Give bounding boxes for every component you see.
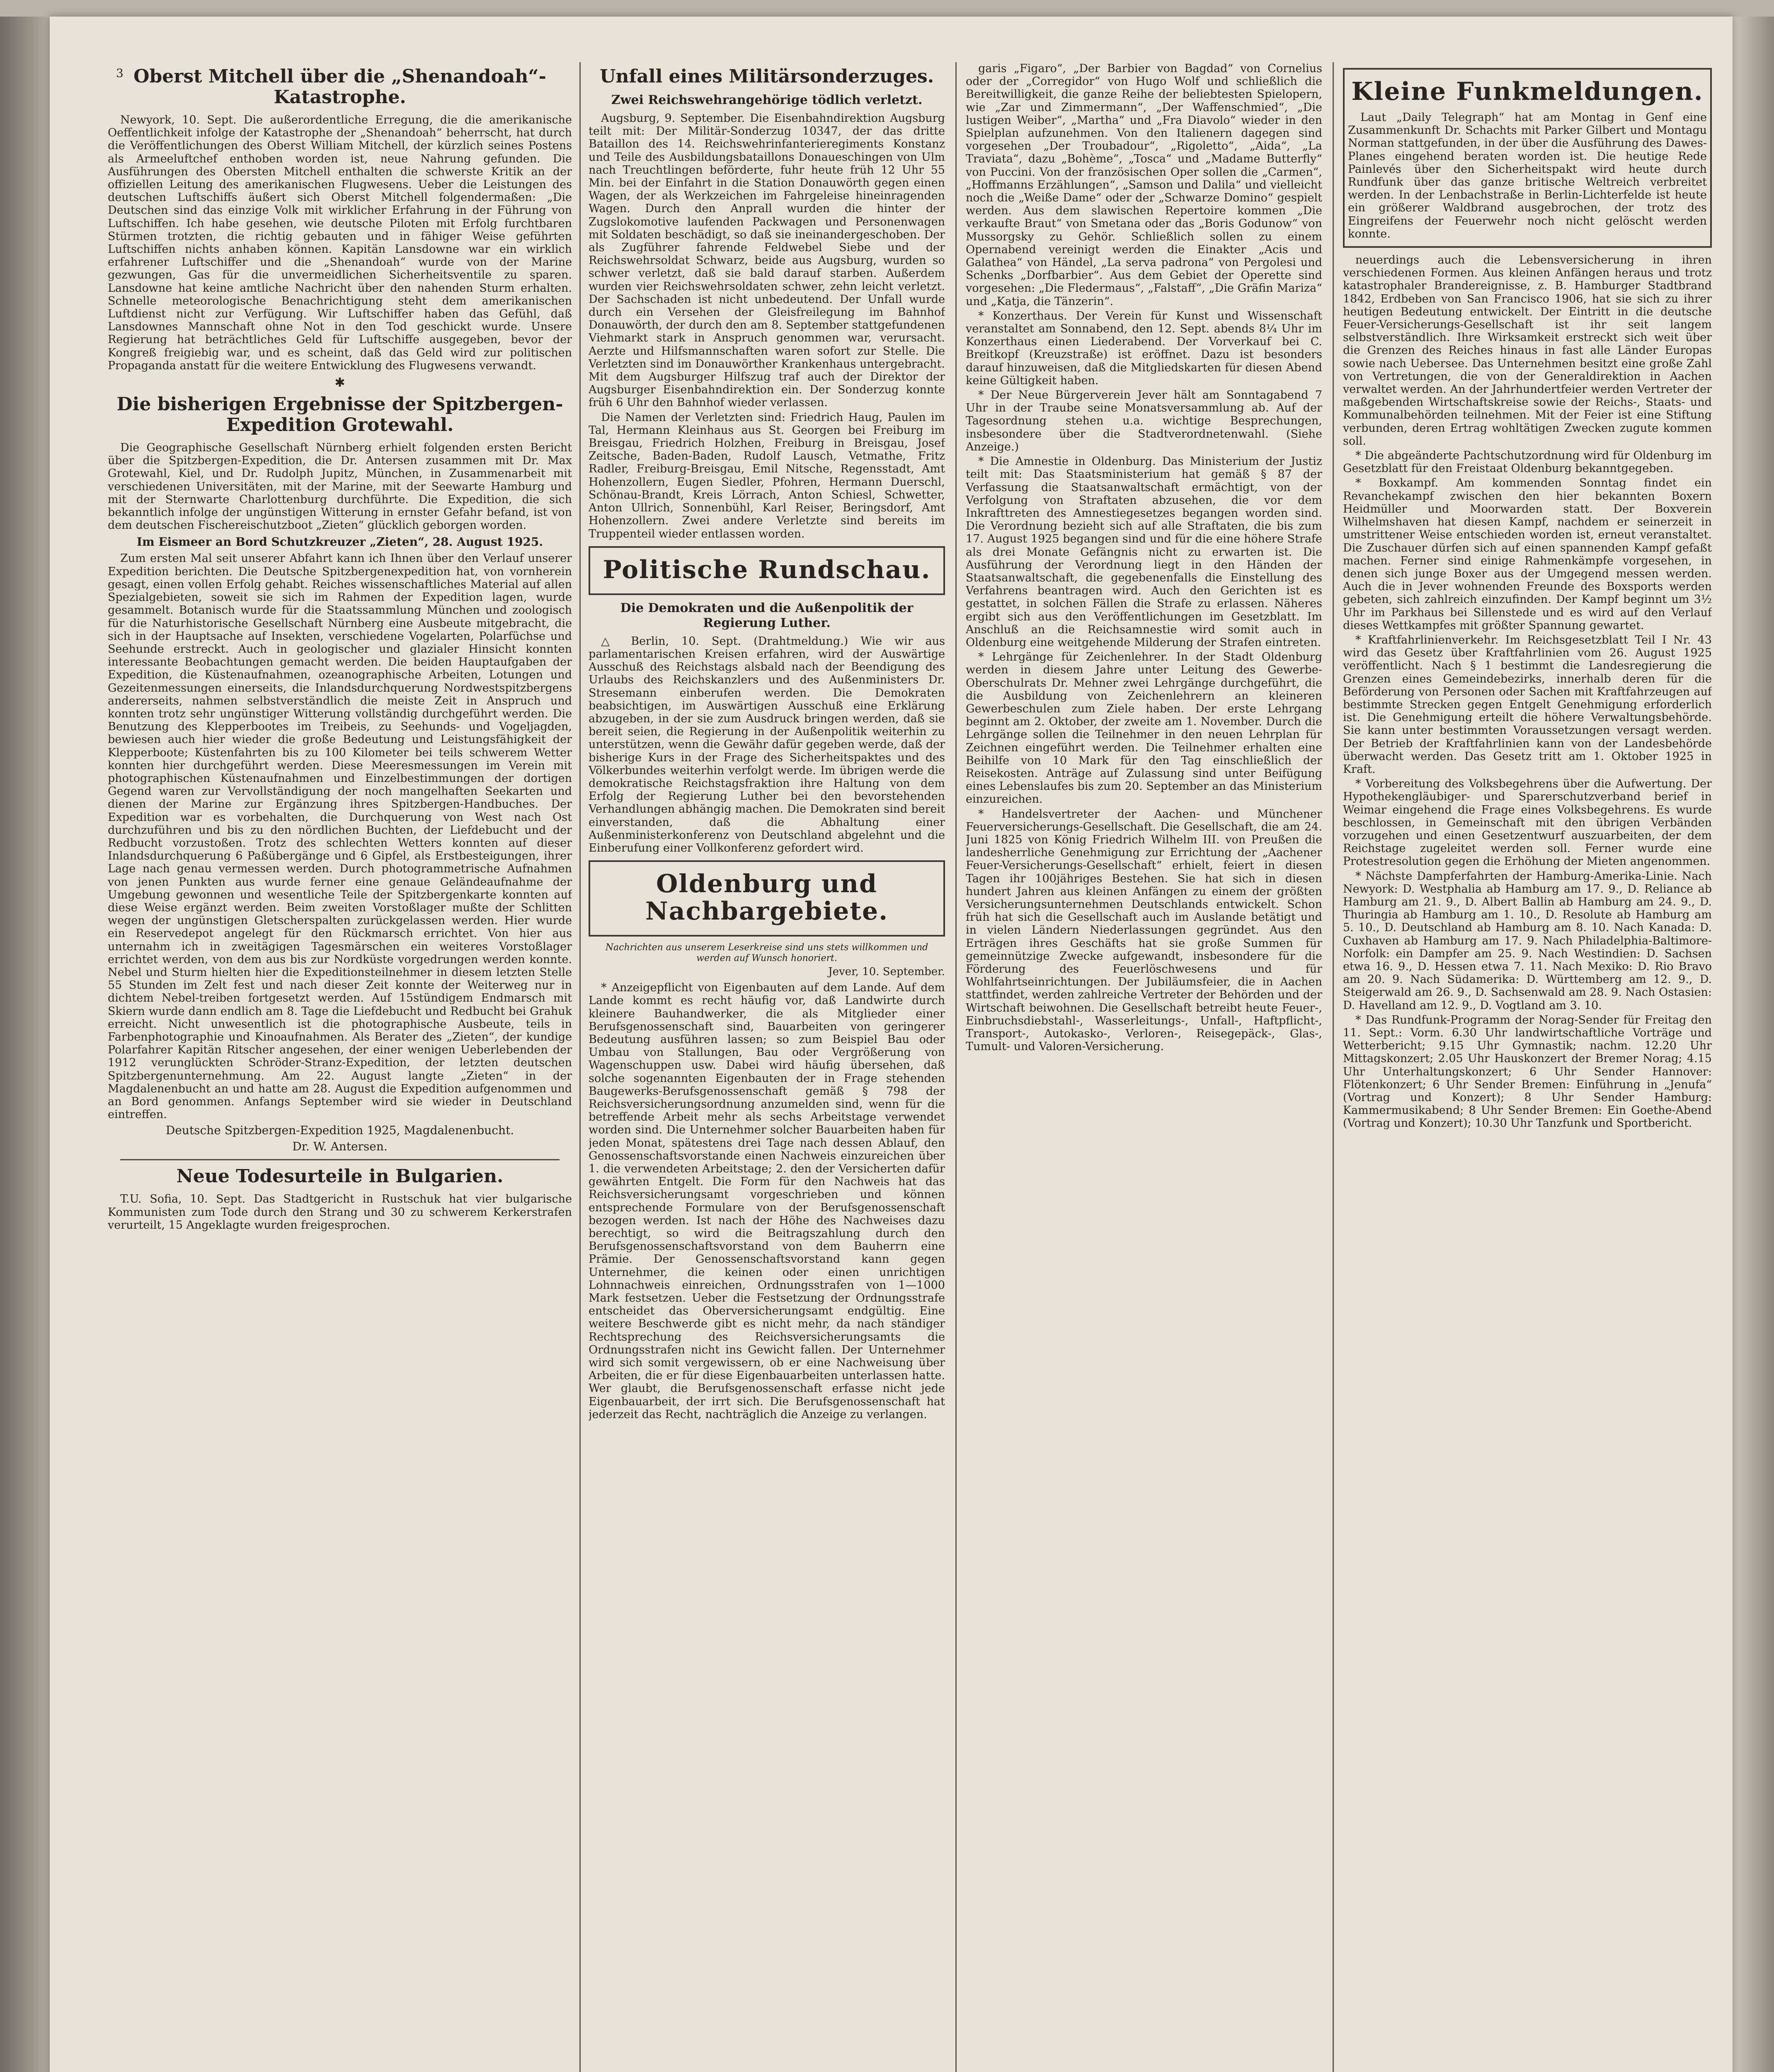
article-boxkampf: * Boxkampf. Am kommenden Sonntag findet ein Revanchekampf zwischen den hier bekannten Boxern Heidmüller und Moorwarden statt. Der Boxverein Wilhelmshaven hat diesen Kampf, nachdem er seinerzeit in umstrittener Weise entschieden worden ist, erneut veranstaltet. Die Zuschauer dürfen sich auf einen spannenden Kampf gefaßt machen. Ferner sind einige Rahmenkämpfe vorgesehen, in denen sich junge Boxer aus der Umgegend messen werden. Auch die in Jever wohnenden Freunde des Boxsports werden gebeten, sich zahlreich einzufinden. Der Kampf beginnt um 3½ Uhr im Parkhaus bei Sillenstede und es wird auf den Verlauf dieses Wettkampfes mit größter Spannung gewartet. bbox=[1343, 477, 1712, 632]
section-title-funkmeldungen: Kleine Funkmeldungen. bbox=[1351, 77, 1704, 106]
headline-spitzbergen: Die bisherigen Ergebnisse der Spitzbergen-Expedition Grotewahl. bbox=[116, 394, 563, 436]
section-title-oldenburg: Oldenburg und Nachbargebiete. bbox=[645, 869, 889, 926]
column-4 bbox=[1343, 62, 1712, 2072]
section-box-oldenburg bbox=[589, 860, 945, 937]
divider bbox=[120, 1159, 560, 1160]
article-spitzbergen-signature-name: Dr. W. Antersen. bbox=[292, 1140, 388, 1154]
column-rule bbox=[955, 62, 957, 2072]
subheadline-demokraten: Die Demokraten und die Außenpolitik der Regierung Luther. bbox=[620, 600, 914, 630]
article-rundfunk: * Das Rundfunk-Programm der Norag-Sender für Freitag den 11. Sept.: Vorm. 6.30 Uhr landwirtschaftliche Vorträge und Wetterbericht; 9.15 Uhr Gymnastik; nachm. 12.20 Uhr Mittagskonzert; 2.05 Uhr Hauskonzert der Bremer Norag; 4.15 Uhr Unterhaltungskonzert; 6 Uhr Sender Hannover: Flötenkonzert; 6 Uhr Sender Bremen: Einführung in „Jenufa“ (Vortrag und Konzert); 8 Uhr Sender Hamburg: Kammermusikabend; 8 Uhr Sender Bremen: Ein Goethe-Abend (Vortrag und Konzert); 10.30 Uhr Tanzfunk und Sportbericht. bbox=[1343, 1013, 1712, 1130]
column-3 bbox=[966, 62, 1322, 2072]
headline-mitchell: Oberst Mitchell über die „Shenandoah“-Katastrophe. bbox=[133, 66, 546, 108]
column-rule bbox=[1333, 62, 1334, 2072]
article-buergerverein: * Der Neue Bürgerverein Jever hält am Sonntagabend 7 Uhr in der Traube seine Monatsversammlung ab. Auf der Tagesordnung stehen u.a. wichtige Besprechungen, insbesondere über die Stadtverordnetenwahl. (Siehe Anzeige.) bbox=[966, 389, 1322, 453]
article-funkmeldungen-body: Laut „Daily Telegraph“ hat am Montag in Genf eine Zusammenkunft Dr. Schachts mit Parker Gilbert und Montagu Norman stattgefunden, in der über die Ausführung des Dawes-Planes eingehend beraten worden ist. Die heutige Rede Painlevés über den Sicherheitspakt wird heute durch Rundfunk über das ganze britische Weltreich verbreitet werden. In der Lenbachstraße in Berlin-Lichterfelde ist heute ein größerer Waldbrand ausgebrochen, der trotz des Eingreifens der Feuerwehr noch nicht gelöscht werden konnte. bbox=[1348, 111, 1707, 240]
headline-militaersonderzug: Unfall eines Militärsonderzuges. bbox=[599, 66, 934, 87]
column-1 bbox=[108, 62, 572, 2072]
article-spitzbergen-dateline: Im Eismeer an Bord Schutzkreuzer „Zieten“, 28. August 1925. bbox=[136, 535, 543, 549]
section-title-politische-rundschau: Politische Rundschau. bbox=[603, 555, 931, 584]
place-dateline: Jever, 10. September. bbox=[828, 966, 945, 978]
article-spitzbergen-signature-org: Deutsche Spitzbergen-Expedition 1925, Magdalenenbucht. bbox=[165, 1123, 514, 1138]
section-box-funkmeldungen bbox=[1343, 68, 1712, 248]
subheadline-militaersonderzug: Zwei Reichswehrangehörige tödlich verletzt. bbox=[611, 93, 923, 107]
article-oper-continued: garis „Figaro“, „Der Barbier von Bagdad“ von Cornelius oder der „Corregidor“ von Hugo Wolf und schließlich die Bereitwilligkeit, die ganze Reihe der beliebtesten Spielopern, wie „Zar und Zimmermann“, „Der Waffenschmied“, „Die lustigen Weiber“, „Martha“ und „Fra Diavolo“ wieder in den Spielplan aufzunehmen. Von den Italienern dagegen sind vorgesehen „Der Troubadour“, „Rigoletto“, „Aida“, „La Traviata“, dazu „Bohème“, „Tosca“ und „Madame Butterfly“ von Puccini. Von der französischen Oper sollen die „Carmen“, „Hoffmanns Erzählungen“, „Samson und Dalila“ und vielleicht noch die „Weiße Dame“ oder der „Schwarze Domino“ gespielt werden. Aus dem slawischen Repertoire kommen „Die verkaufte Braut“ von Smetana oder das „Boris Godunow“ von Mussorgsky zu Gehör. Schließlich sollen zu einem Opernabend vereinigt werden die Einakter „Acis und Galathea“ von Händel, „La serva padrona“ von Pergolesi und Schenks „Dorfbarbier“. Aus dem Gebiet der Operette sind vorgesehen: „Die Fledermaus“, „Falstaff“, „Die Gräfin Mariza“ und „Katja, die Tänzerin“. bbox=[966, 62, 1322, 308]
article-zeichenlehrer: * Lehrgänge für Zeichenlehrer. In der Stadt Oldenburg werden in diesem Jahre unter Leitung des Gewerbe-Oberschulrats Dr. Mehner zwei Lehrgänge durchgeführt, die die Ausbildung von Zeichenlehrern an kleineren Gewerbeschulen zum Ziele haben. Der erste Lehrgang beginnt am 2. Oktober, der zweite am 1. November. Durch die Lehrgänge sollen die Teilnehmer in den neuen Lehrplan für Zeichnen eingeführt werden. Die Teilnehmer erhalten eine Beihilfe von 10 Mark für den Tag einschließlich der Reisekosten. Anträge auf Zulassung sind unter Beifügung eines Lebenslaufes bis zum 20. September an das Ministerium einzureichen. bbox=[966, 651, 1322, 806]
page-edge-shadow bbox=[1733, 17, 1774, 2072]
article-demokraten-body: △ Berlin, 10. Sept. (Drahtmeldung.) Wie wir aus parlamentarischen Kreisen erfahren, wird der Auswärtige Ausschuß des Reichstags alsbald nach der Beendigung des Urlaubs des Reichskanzlers und des Außenministers Dr. Stresemann einberufen werden. Die Demokraten beabsichtigen, im Auswärtigen Ausschuß eine Erklärung abzugeben, in der sie zum Ausdruck bringen werden, daß sie bereit seien, die Regierung in der Außenpolitik weiterhin zu unterstützen, wenn die Gewähr dafür gegeben werde, daß der bisherige Kurs in der Frage des Sicherheitspaktes und des Völkerbundes weiterhin verfolgt werde. Im übrigen werde die demokratische Reichstagsfraktion ihre Haltung von dem Erfolg der Regierung Luther bei den bevorstehenden Verhandlungen abhängig machen. Die Demokraten sind bereit einverstanden, daß die Abhaltung einer Außenministerkonferenz von Deutschland abgelehnt und die Einberufung einer Vollkonferenz gefordert wird. bbox=[589, 634, 945, 854]
page-number: 3 bbox=[116, 66, 124, 80]
article-feuerversicherung: * Handelsvertreter der Aachen- und Münchener Feuerversicherungs-Gesellschaft. Die Gesellschaft, die am 24. Juni 1825 von König Friedrich Wilhelm III. von Preußen die landesherrliche Genehmigung zur Errichtung der „Aachener Feuer-Versicherungs-Gesellschaft“ erhielt, feiert in diesen Tagen ihr 100jähriges Bestehen. Sie hat sich in diesen hundert Jahren aus kleinen Anfängen zu einem der größten Versicherungsunternehmen Deutschlands entwickelt. Schon früh hat sich die Gesellschaft auch im Auslande betätigt und in vielen Ländern Niederlassungen gegründet. Aus den Erträgen ihres Geschäfts hat sie große Summen für gemeinnützige Zwecke aufgewandt, insbesondere für die Förderung des Feuerlöschwesens und für Wohlfahrtseinrichtungen. Der Jubiläumsfeier, die in Aachen stattfindet, werden zahlreiche Vertreter der Behörden und der Wirtschaft beiwohnen. Die Gesellschaft betreibt heute Feuer-, Einbruchsdiebstahl-, Wasserleitungs-, Unfall-, Haftpflicht-, Transport-, Autokasko-, Verloren-, Reisegepäck-, Glas-, Tumult- und Valoren-Versicherung. bbox=[966, 807, 1322, 1053]
section-box-politische-rundschau bbox=[589, 546, 945, 595]
article-kraftfahrlinien: * Kraftfahrlinienverkehr. Im Reichsgesetzblatt Teil I Nr. 43 wird das Gesetz über Kraftfahrlinien vom 26. August 1925 veröffentlicht. Nach § 1 bestimmt die Landesregierung die Grenzen eines Gemeindebezirks, innerhalb deren für die Beförderung von Personen oder Sachen mit Kraftfahrzeugen auf bestimmte Strecken gegen Entgelt Genehmigung erforderlich ist. Die Genehmigung erteilt die höhere Verwaltungsbehörde. Sie kann unter bestimmten Voraussetzungen versagt werden. Der Betrieb der Kraftfahrlinien kann von der Landesbehörde überwacht werden. Das Gesetz tritt am 1. Oktober 1925 in Kraft. bbox=[1343, 633, 1712, 776]
article-volksbegehren: * Vorbereitung des Volksbegehrens über die Aufwertung. Der Hypothekengläubiger- und Sparerschutzverband berief in Weimar eingehend die Frage eines Volksbegehrens. Es wurde beschlossen, in Gemeinschaft mit den übrigen Verbänden vorzugehen und einen Gesetzentwurf auszuarbeiten, der dem Reichstage zugeleitet werden soll. Ferner wurde eine Protestresolution gegen die Erhöhung der Mieten angenommen. bbox=[1343, 777, 1712, 868]
article-pachtschutz: * Die abgeänderte Pachtschutzordnung wird für Oldenburg im Gesetzblatt für den Freistaat Oldenburg bekanntgegeben. bbox=[1343, 449, 1712, 475]
article-anzeigepflicht-body: * Anzeigepflicht von Eigenbauten auf dem Lande. Auf dem Lande kommt es recht häufig vor, daß Landwirte durch kleinere Bauhandwerker, die als Mitglieder einer Berufsgenossenschaft sind, Bauarbeiten von geringerer Bedeutung ausführen lassen; so zum Beispiel Bau oder Umbau von Stallungen, Bau oder Vergrößerung von Wagenschuppen usw. Dabei wird häufig übersehen, daß solche sogenannten Eigenbauten der in Frage stehenden Baugewerks-Berufsgenossenschaft gemäß § 798 der Reichsversicherungsordnung anzumelden sind, wenn für die betreffende Arbeit mehr als sechs Arbeitstage verwendet worden sind. Die Unternehmer solcher Bauarbeiten haben für jeden Monat, spätestens drei Tage nach dessen Ablauf, den Genossenschaftsvorstande einen Nachweis einzureichen über 1. die verwendeten Arbeitstage; 2. den der Versicherten dafür gewährten Entgelt. Die Form für den Nachweis hat das Reichsversicherungsamt vorgeschrieben und können entsprechende Formulare von der Berufsgenossenschaft bezogen werden. Ist nach der Höhe des Nachweises dazu berechtigt, so wird die Beitragszahlung durch den Berufsgenossenschaftsvorstand von dem Bauherrn eine Prämie. Der Genossenschaftsvorstand kann gegen Unternehmer, die keinen oder einen unrichtigen Lohnnachweis einreichen, Ordnungsstrafen von 1—1000 Mark festsetzen. Ueber die Festsetzung der Ordnungsstrafe entscheidet das Oberversicherungsamt endgültig. Eine weitere Beschwerde gibt es nicht mehr, da nach ständiger Rechtsprechung des Reichsversicherungsamts die Ordnungsstrafen nicht ins Gewicht fallen. Der Unternehmer wird sich somit vergewissern, ob er eine Nachweisung über Arbeiten, die er für diese Eigenbauarbeiten unterlassen hatte. Wer glaubt, die Berufsgenossenschaft erfasse nicht jede Eigenbauarbeit, der irrt sich. Die Berufsgenossenschaft hat jederzeit das Recht, nachträglich die Anzeige zu verlangen. bbox=[589, 981, 945, 1421]
article-militaersonderzug-body: Augsburg, 9. September. Die Eisenbahndirektion Augsburg teilt mit: Der Militär-Sonderzug 10347, der das dritte Bataillon des 14. Reichswehrinfanterieregiments Konstanz und Teile des Ausbildungsbataillons Donaueschingen von Ulm nach Treuchtlingen beförderte, fuhr heute früh 12 Uhr 55 Min. bei der Einfahrt in die Station Donauwörth gegen einen Wagen, der als Werkzeichen im Fahrgeleise hineinragenden Wagen. Durch den Anprall wurden die hinter der Zugslokomotive laufenden Packwagen und Personenwagen mit Soldaten beschädigt, so daß sie ineinandergeschoben. Der als Zugführer fahrende Feldwebel Siebe und der Reichswehrsoldat Schwarz, beide aus Augsburg, wurden so schwer verletzt, daß sie bald darauf starben. Außerdem wurden vier Reichswehrsoldaten schwer, zehn leicht verletzt. Der Sachschaden ist nicht unbedeutend. Der Unfall wurde durch ein Versehen der Gleisfreilegung im Bahnhof Donauwörth, der durch den am 8. September stattgefundenen Viehmarkt stark in Anspruch genommen war, verursacht. Aerzte und Hilfsmannschaften waren sofort zur Stelle. Die Verletzten sind im Donauwörther Krankenhaus untergebracht. Mit dem Augsburger Hilfszug traf auch der Direktor der Augsburger Eisenbahndirektion ein. Der Sonderzug konnte früh 6 Uhr den Bahnhof wieder verlassen. bbox=[589, 112, 945, 409]
article-spitzbergen-intro: Die Geographische Gesellschaft Nürnberg erhielt folgenden ersten Bericht über die Spitzbergen-Expedition, die Dr. Antersen zusammen mit Dr. Max Grotewahl, Kiel, und Dr. Rudolph Jupitz, München, in Zusammenarbeit mit verschiedenen Universitäten, mit der Marine, mit der Seewarte Hamburg und mit der Sternwarte Charlottenburg durchführte. Die Expedition, die sich bekanntlich infolge der ungünstigen Witterung in ernster Gefahr befand, ist von dem deutschen Fischereischutzboot „Zieten“ glücklich geborgen worden. bbox=[108, 441, 572, 532]
separator-star-icon: ✱ bbox=[334, 375, 345, 390]
column-rule bbox=[579, 62, 581, 2072]
article-militaersonderzug-names: Die Namen der Verletzten sind: Friedrich Haug, Paulen im Tal, Hermann Kleinhaus aus St. Georgen bei Freiburg im Breisgau, Friedrich Holzhen, Freiburg in Breisgau, Josef Zeitsche, Baden-Baden, Rudolf Lausch, Vetmathe, Fritz Radler, Freiburg-Breisgau, Emil Nitsche, Regensstadt, Amt Hohenzollern, Eugen Siedler, Pfohren, Hermann Duerschl, Schönau-Brandt, Kreis Lörrach, Anton Schiesl, Schwetter, Anton Ullrich, Sonnenbühl, Karl Reiser, Beringsdorf, Amt Hohenzollern. Zwei andere Verletzte sind bereits im Truppenteil wieder entlassen worden. bbox=[589, 411, 945, 540]
article-spitzbergen-body: Zum ersten Mal seit unserer Abfahrt kann ich Ihnen über den Verlauf unserer Expedition berichten. Die Deutsche Spitzbergenexpedition hat, von vornherein gesagt, einen vollen Erfolg gehabt. Reiches wissenschaftliches Material auf allen Spezialgebieten, soweit sie sich im Rahmen der Expedition lagen, wurde gesammelt. Botanisch wurde für die Staatssammlung München und zoologisch für die Naturhistorische Gesellschaft Nürnberg eine Ausbeute mitgebracht, die sich in der Hauptsache auf Insekten, verschiedene Vogelarten, Polarfüchse und Seehunde erstreckt. Auch in geologischer und glazialer Hinsicht konnten interessante Beobachtungen gemacht werden. Die beiden Hauptaufgaben der Expedition, die Küstenaufnahmen, ozeanographische Arbeiten, Lotungen und Gezeitenmessungen einerseits, die Inlandsdurchquerung Nordwestspitzbergens andererseits, nahmen selbstverständlich die meiste Zeit in Anspruch und konnten trotz sehr ungünstiger Witterung vollständig durchgeführt werden. Die Benutzung des Klepperbootes im Treibeis, zu Seehunds- und Vogeljagden, bewiesen auch hier wieder die große Bedeutung und Leistungsfähigkeit der Klepperboote; Küstenfahrten bis zu 100 Kilometer bei teils schwerem Wetter konnten hier durchgeführt werden. Diese Meeresmessungen im Verein mit photographischen Küstenaufnahmen und Einzelbestimmungen der dortigen Gegend waren zur Vervollständigung der noch mangelhaften Seekarten und dienen der Marine zur Ergänzung ihres Spitzbergen-Handbuches. Der Expedition war es vorbehalten, die Durchquerung von West nach Ost durchzuführen und bis zu den nördlichen Buchten, der Liefdebucht und der Redbucht vorzustoßen. Trotz des schlechten Wetters konnten auf dieser Inlandsdurchquerung 6 Paßübergänge und 6 Gipfel, als Erstbesteigungen, ihrer Lage nach genau vermessen werden. Durch photogrammetrische Aufnahmen von jenen Punkten aus wurde ferner eine genaue Geländeaufnahme der Umgebung gewonnen und wesentliche Teile der Spitzbergenkarte konnten auf diese Weise ergänzt werden. Beim zweiten Vorstoßlager mußte der Schlitten wegen der ungünstigen Gletscherspalten zurückgelassen werden. Hier wurde ein Reservedepot angelegt für den Rückmarsch errichtet. Von hier aus unternahm ich in zweitägigen Tagesmärschen ein weiteres Vorstoßlager errichtet werden, von dem aus bis zur Nordküste vorgedrungen werden konnte. Nebel und Sturm hielten hier die Expeditionsteilnehmer in diesem letzten Stelle 55 Stunden im Zelt fest und nach dieser Zeit konnte der Weiterweg nur in dichtem Nebel-treiben fortgesetzt werden. Auf 15stündigem Endmarsch mit Skiern wurde dann endlich am 8. Tage die Liefdebucht und Redbucht bei Grahuk erreicht. Nicht unwesentlich ist die photographische Ausbeute, teils in Farbenphotographie und Kinoaufnahmen. Als Berater des „Zieten“, der kundige Polarfahrer Kapitän Ritscher angesehen, der einer wenigen Ueberlebenden der 1912 verunglückten Schröder-Stranz-Expedition, der letzten deutschen Spitzbergenunternehmung. Am 22. August langte „Zieten“ in der Magdalenenbucht an und hatte am 28. August die Expedition aufgenommen und an Bord genommen. Anfangs September wird sie wieder in Deutschland eintreffen. bbox=[108, 552, 572, 1121]
article-versicherung-continued: neuerdings auch die Lebensversicherung in ihren verschiedenen Formen. Aus kleinen Anfängen heraus und trotz katastrophaler Brandereignisse, z. B. Hamburger Stadtbrand 1842, Erdbeben von San Francisco 1906, hat sie sich zu ihrer heutigen Bedeutung entwickelt. Der Eintritt in die deutsche Feuer-Versicherungs-Gesellschaft ist ihr seit langem selbstverständlich. Ihre Wirksamkeit erstreckt sich weit über die Grenzen des Reiches hinaus in fast alle Länder Europas sowie nach Uebersee. Das Unternehmen besitzt eine große Zahl von Vertretungen, die von der Generaldirektion in Aachen verwaltet werden. An der Jahrhundertfeier werden Vertreter der maßgebenden Wirtschaftskreise sowie der Reichs-, Staats- und Kommunalbehörden teilnehmen. Mit der Feier ist eine Stiftung verbunden, deren Ertrag wohltätigen Zwecken zugute kommen soll. bbox=[1343, 254, 1712, 448]
article-mitchell-body: Newyork, 10. Sept. Die außerordentliche Erregung, die die amerikanische Oeffentlichkeit infolge der Katastrophe der „Shenandoah“ beherrscht, hat durch die Veröffentlichungen des Oberst William Mitchell, der kürzlich seines Postens als Armeeluftchef enthoben worden ist, neue Nahrung gefunden. Die Ausführungen des Obersten Mitchell enthalten die schwerste Kritik an der offiziellen Leitung des amerikanischen Flugwesens. Ueber die Leistungen des deutschen Luftschiffs äußert sich Oberst Mitchell folgendermaßen: „Die Deutschen sind das einzige Volk mit wirklicher Erfahrung in der Führung von Luftschiffen. Ich habe gesehen, wie deutsche Piloten mit Erfolg furchtbaren Stürmen trotzten, die richtig gebauten und in fähiger Weise geführten Luftschiffen nichts anhaben können. Kapitän Lansdowne war ein wirklich erfahrener Luftschiffer und die „Shenandoah“ wurde von der Marine gezwungen, Gas für die unvermeidlichen Sicherheitsventile zu sparen. Lansdowne hat keine amtliche Nachricht über den nahenden Sturm erhalten. Schnelle meteorologische Benachrichtigung steht dem amerikanischen Luftdienst nicht zur Verfügung. Wir Luftschiffer haben das Gefühl, daß Lansdownes Mannschaft ohne Not in den Tod geschickt wurde. Unsere Regierung hat beträchtliches Geld für Luftschiffe ausgegeben, bevor der Kongreß freigiebig war, und es scheint, daß das Geld wird zur politischen Propaganda anstatt für die weitere Entwicklung des Flugwesens verwandt. bbox=[108, 114, 572, 372]
article-bulgaria-body: T.U. Sofia, 10. Sept. Das Stadtgericht in Rustschuk hat vier bulgarische Kommunisten zum Tode durch den Strang und 30 zu schwerem Kerkerstrafen verurteilt, 15 Angeklagte wurden freigesprochen. bbox=[108, 1193, 572, 1232]
article-konzerthaus: * Konzerthaus. Der Verein für Kunst und Wissenschaft veranstaltet am Sonnabend, den 12. Sept. abends 8¼ Uhr im Konzerthaus einen Liederabend. Der Vorverkauf bei C. Breitkopf (Kreuzstraße) ist eröffnet. Dazu ist besonders darauf hinzuweisen, daß die Mitgliedskarten für diesen Abend keine Gültigkeit haben. bbox=[966, 309, 1322, 387]
column-2 bbox=[589, 62, 945, 2072]
article-amnestie: * Die Amnestie in Oldenburg. Das Ministerium der Justiz teilt mit: Das Staatsministerium hat gemäß § 87 der Verfassung die Staatsanwaltschaft ermächtigt, von der Verfolgung von Straftaten abzusehen, die vor dem Inkrafttreten des Amnestiegesetzes begangen worden sind. Die Verordnung bezieht sich auf alle Straftaten, die bis zum 17. August 1925 begangen sind und für die eine höhere Strafe als drei Monate Gefängnis nicht zu erwarten ist. Die Ausführung der Verordnung liegt in den Händen der Staatsanwaltschaft, die gegebenenfalls die Einstellung des Verfahrens beantragen wird. Auch den Gerichten ist es gestattet, in solchen Fällen die Strafe zu erlassen. Näheres ergibt sich aus den Veröffentlichungen im Gesetzblatt. Im Anschluß an die Reichsamnestie wird somit auch in Oldenburg eine weitgehende Milderung der Strafen eintreten. bbox=[966, 455, 1322, 649]
headline-bulgaria: Neue Todesurteile in Bulgarien. bbox=[176, 1166, 504, 1187]
article-dampferfahrten: * Nächste Dampferfahrten der Hamburg-Amerika-Linie. Nach Newyork: D. Westphalia ab Hamburg am 17. 9., D. Reliance ab Hamburg am 21. 9., D. Albert Ballin ab Hamburg am 24. 9., D. Thuringia ab Hamburg am 1. 10., D. Resolute ab Hamburg am 5. 10., D. Deutschland ab Hamburg am 8. 10. Nach Kanada: D. Cuxhaven ab Hamburg am 17. 9. Nach Philadelphia-Baltimore-Norfolk: ein Dampfer am 25. 9. Nach Westindien: D. Sachsen etwa 16. 9., D. Hessen etwa 7. 11. Nach Mexiko: D. Rio Bravo am 20. 9. Nach Südamerika: D. Württemberg am 12. 9., D. Steigerwald am 26. 9., D. Sachsenwald am 28. 9. Nach Ostasien: D. Havelland am 12. 9., D. Vogtland am 3. 10. bbox=[1343, 869, 1712, 1012]
section-note: Nachrichten aus unserem Leserkreise sind uns stets willkommen und werden auf Wunsch honoriert. bbox=[605, 942, 928, 964]
